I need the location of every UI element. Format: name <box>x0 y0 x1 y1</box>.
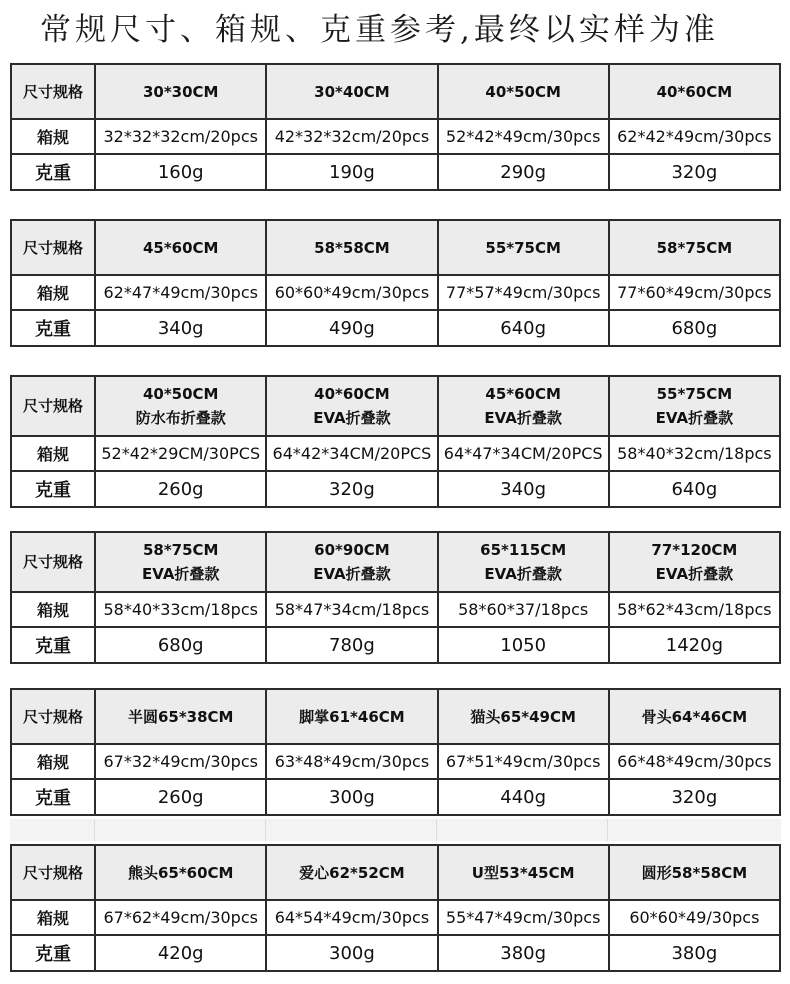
weight-row <box>11 471 780 507</box>
size-row <box>11 376 780 436</box>
size-cell <box>438 220 609 275</box>
size-text: 77*120CM <box>651 541 738 559</box>
weight-cell: 680g <box>95 627 266 663</box>
weight-cell: 260g <box>95 779 266 815</box>
weight-cell: 160g <box>95 154 266 190</box>
size-cell <box>266 220 437 275</box>
page-title: 常规尺寸、箱规、克重参考,最终以实样为准 <box>40 12 719 48</box>
carton-label: 箱规 <box>11 275 95 310</box>
style-text: EVA折叠款 <box>655 409 734 427</box>
carton-row <box>11 436 780 471</box>
style-text: EVA折叠款 <box>484 565 562 583</box>
weight-cell: 1420g <box>609 627 780 663</box>
carton-cell: 58*60*37/18pcs <box>438 592 609 627</box>
size-text: 半圆65*38CM <box>127 708 234 726</box>
size-text: 40*60CM <box>314 385 390 403</box>
weight-cell: 490g <box>266 310 437 346</box>
size-cell <box>95 845 266 900</box>
size-cell <box>95 64 266 119</box>
separator-strip <box>10 819 781 841</box>
carton-cell: 67*32*49cm/30pcs <box>95 744 266 779</box>
size-text: 58*75CM <box>142 541 219 559</box>
weight-cell: 1050 <box>438 627 609 663</box>
spec-table <box>10 375 781 508</box>
size-cell <box>609 220 780 275</box>
carton-cell: 42*32*32cm/20pcs <box>266 119 437 154</box>
carton-row <box>11 744 780 779</box>
weight-row <box>11 935 780 971</box>
size-text: 58*58CM <box>314 238 390 257</box>
weight-cell: 380g <box>438 935 609 971</box>
size-row <box>11 220 780 275</box>
carton-cell: 67*51*49cm/30pcs <box>438 744 609 779</box>
carton-cell: 62*47*49cm/30pcs <box>95 275 266 310</box>
carton-label: 箱规 <box>11 744 95 779</box>
style-text: EVA折叠款 <box>484 409 562 427</box>
spec-table <box>10 844 781 972</box>
carton-row <box>11 119 780 154</box>
carton-cell: 63*48*49cm/30pcs <box>266 744 437 779</box>
size-cell <box>438 689 609 744</box>
size-cell <box>266 845 437 900</box>
carton-row <box>11 592 780 627</box>
size-label: 尺寸规格 <box>11 532 95 592</box>
size-cell <box>95 220 266 275</box>
size-text: 65*115CM <box>480 541 567 559</box>
size-label: 尺寸规格 <box>11 689 95 744</box>
weight-cell: 190g <box>266 154 437 190</box>
weight-cell: 260g <box>95 471 266 507</box>
size-text: U型53*45CM <box>471 864 575 882</box>
size-text: 熊头65*60CM <box>127 864 234 882</box>
size-text: 55*75CM <box>485 238 561 257</box>
carton-cell: 52*42*29CM/30PCS <box>95 436 266 471</box>
size-text: 爱心62*52CM <box>299 864 405 882</box>
size-text: 40*60CM <box>656 82 733 101</box>
weight-cell: 320g <box>609 154 780 190</box>
weight-cell: 290g <box>438 154 609 190</box>
size-text: 55*75CM <box>656 385 733 403</box>
size-cell <box>95 532 266 592</box>
size-text: 脚掌61*46CM <box>299 708 405 726</box>
size-cell <box>266 689 437 744</box>
size-cell <box>438 845 609 900</box>
carton-cell: 67*62*49cm/30pcs <box>95 900 266 935</box>
carton-cell: 55*47*49cm/30pcs <box>438 900 609 935</box>
carton-cell: 60*60*49/30pcs <box>609 900 780 935</box>
size-cell <box>266 376 437 436</box>
size-row <box>11 64 780 119</box>
weight-label: 克重 <box>11 471 95 507</box>
weight-cell: 420g <box>95 935 266 971</box>
carton-cell: 64*42*34CM/20PCS <box>266 436 437 471</box>
size-cell <box>95 376 266 436</box>
carton-cell: 32*32*32cm/20pcs <box>95 119 266 154</box>
size-text: 60*90CM <box>314 541 390 559</box>
size-text: 40*50CM <box>485 82 561 101</box>
weight-label: 克重 <box>11 627 95 663</box>
style-text: EVA折叠款 <box>313 409 391 427</box>
weight-cell: 380g <box>609 935 780 971</box>
weight-cell: 640g <box>609 471 780 507</box>
size-row <box>11 689 780 744</box>
carton-cell: 60*60*49cm/30pcs <box>266 275 437 310</box>
carton-cell: 62*42*49cm/30pcs <box>609 119 780 154</box>
weight-cell: 320g <box>266 471 437 507</box>
size-label: 尺寸规格 <box>11 376 95 436</box>
style-text: EVA折叠款 <box>141 565 220 583</box>
size-text: 58*75CM <box>656 238 733 257</box>
weight-cell: 780g <box>266 627 437 663</box>
size-cell <box>266 64 437 119</box>
size-cell <box>609 376 780 436</box>
weight-cell: 320g <box>609 779 780 815</box>
weight-label: 克重 <box>11 779 95 815</box>
spec-table <box>10 688 781 816</box>
size-text: 30*30CM <box>142 82 219 101</box>
size-row <box>11 845 780 900</box>
size-cell <box>438 376 609 436</box>
carton-cell: 77*60*49cm/30pcs <box>609 275 780 310</box>
weight-label: 克重 <box>11 935 95 971</box>
weight-row <box>11 154 780 190</box>
size-text: 40*50CM <box>142 385 219 403</box>
carton-label: 箱规 <box>11 119 95 154</box>
size-text: 45*60CM <box>485 385 561 403</box>
carton-cell: 58*40*32cm/18pcs <box>609 436 780 471</box>
size-cell <box>438 64 609 119</box>
weight-row <box>11 627 780 663</box>
weight-cell: 340g <box>95 310 266 346</box>
size-label: 尺寸规格 <box>11 220 95 275</box>
carton-label: 箱规 <box>11 436 95 471</box>
size-label: 尺寸规格 <box>11 845 95 900</box>
carton-cell: 66*48*49cm/30pcs <box>609 744 780 779</box>
carton-label: 箱规 <box>11 592 95 627</box>
carton-cell: 64*47*34CM/20PCS <box>438 436 609 471</box>
size-cell <box>609 532 780 592</box>
size-cell <box>95 689 266 744</box>
style-text: EVA折叠款 <box>313 565 391 583</box>
weight-label: 克重 <box>11 310 95 346</box>
weight-row <box>11 310 780 346</box>
carton-row <box>11 275 780 310</box>
carton-cell: 77*57*49cm/30pcs <box>438 275 609 310</box>
size-row <box>11 532 780 592</box>
weight-cell: 440g <box>438 779 609 815</box>
weight-label: 克重 <box>11 154 95 190</box>
spec-table <box>10 219 781 347</box>
spec-table <box>10 531 781 664</box>
carton-cell: 58*47*34cm/18pcs <box>266 592 437 627</box>
carton-cell: 58*62*43cm/18pcs <box>609 592 780 627</box>
size-text: 圆形58*58CM <box>641 864 748 882</box>
weight-cell: 300g <box>266 935 437 971</box>
size-cell <box>266 532 437 592</box>
weight-cell: 300g <box>266 779 437 815</box>
carton-cell: 64*54*49cm/30pcs <box>266 900 437 935</box>
weight-cell: 640g <box>438 310 609 346</box>
size-cell <box>609 689 780 744</box>
size-text: 30*40CM <box>314 82 390 101</box>
size-cell <box>609 845 780 900</box>
carton-row <box>11 900 780 935</box>
size-cell <box>609 64 780 119</box>
weight-cell: 680g <box>609 310 780 346</box>
size-text: 猫头65*49CM <box>470 708 576 726</box>
size-text: 45*60CM <box>142 238 219 257</box>
weight-row <box>11 779 780 815</box>
size-text: 骨头64*46CM <box>641 708 748 726</box>
weight-cell: 340g <box>438 471 609 507</box>
style-text: 防水布折叠款 <box>135 409 226 427</box>
carton-cell: 52*42*49cm/30pcs <box>438 119 609 154</box>
style-text: EVA折叠款 <box>655 565 734 583</box>
carton-cell: 58*40*33cm/18pcs <box>95 592 266 627</box>
carton-label: 箱规 <box>11 900 95 935</box>
size-label: 尺寸规格 <box>11 64 95 119</box>
size-cell <box>438 532 609 592</box>
spec-table <box>10 63 781 191</box>
